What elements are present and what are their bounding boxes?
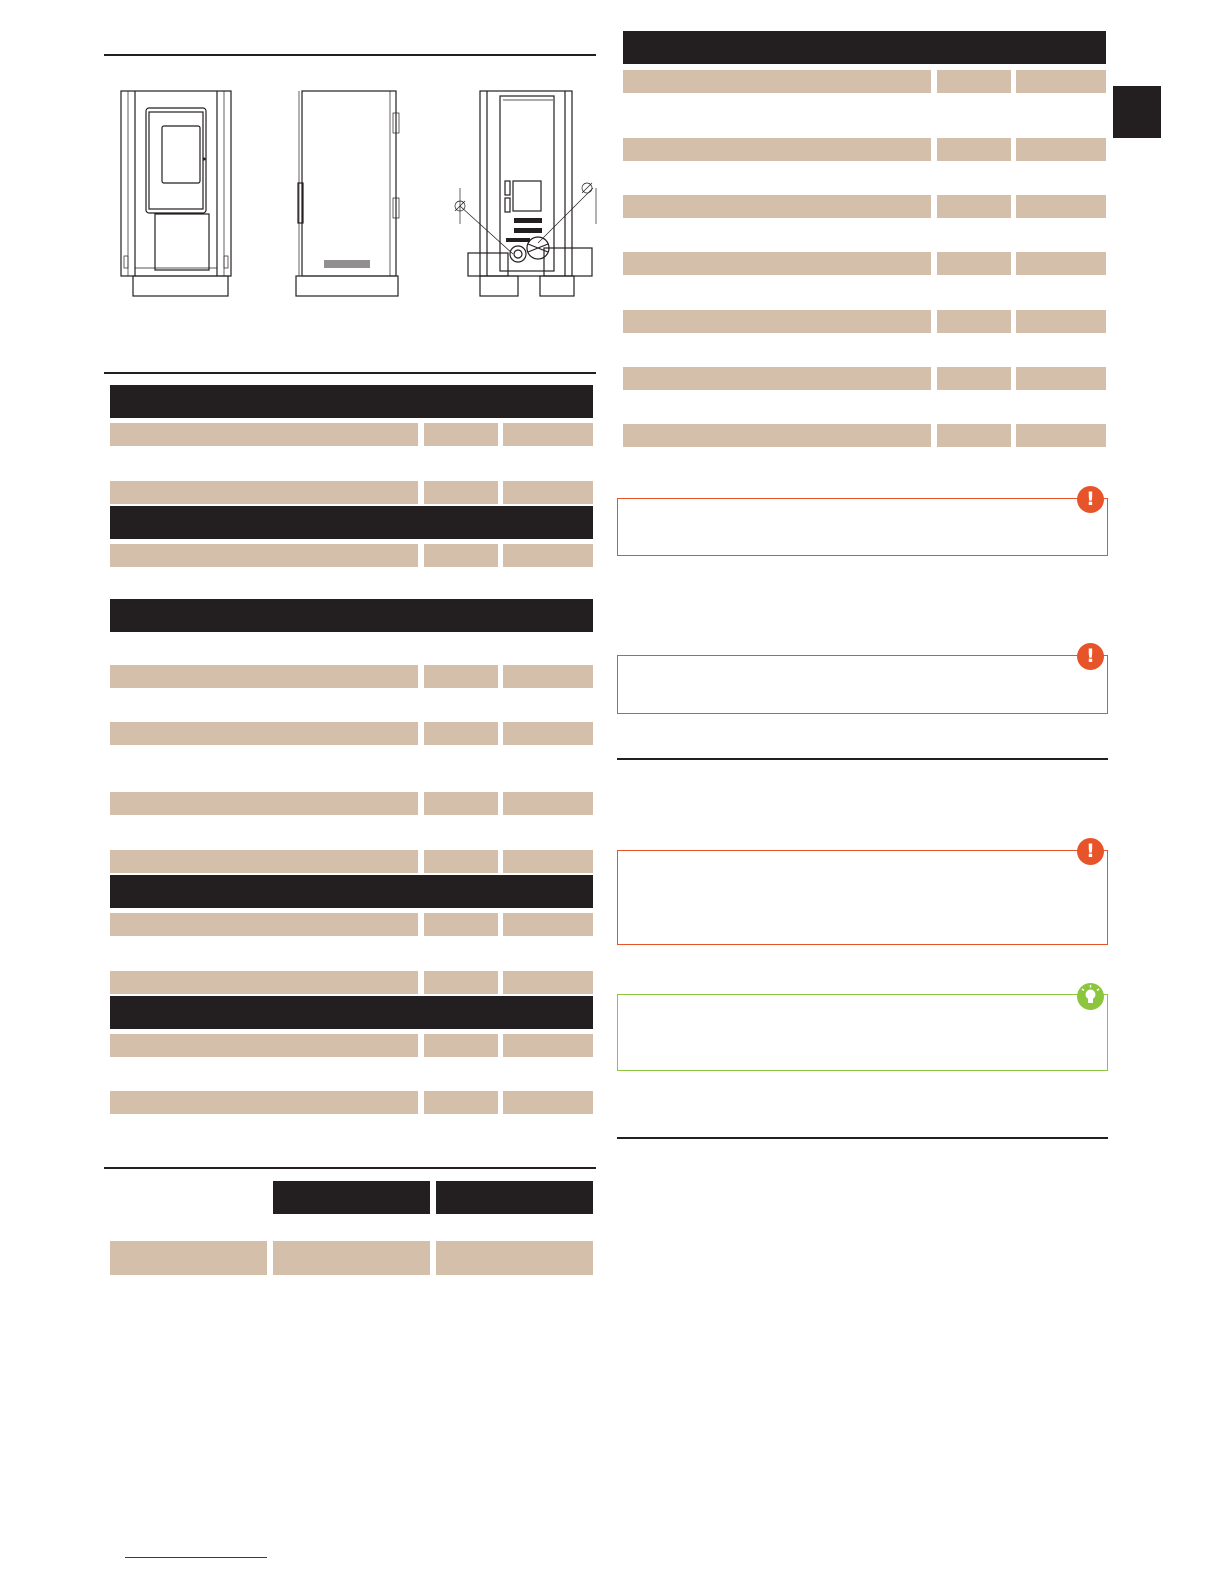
spec-row-value <box>1016 367 1106 390</box>
spec-row-value <box>1016 138 1106 161</box>
spec-row-value <box>503 544 593 567</box>
spec-row-value <box>1016 310 1106 333</box>
spec-row-value <box>503 850 593 873</box>
spec-row-unit <box>424 1034 498 1057</box>
spec-row-label <box>623 138 931 161</box>
spec-row-label <box>110 722 418 745</box>
spec-row-value <box>1016 424 1106 447</box>
spec-section-header-3 <box>110 599 593 632</box>
spec-row-unit <box>424 423 498 446</box>
spec-row-value <box>503 1034 593 1057</box>
spec-row-label <box>623 367 931 390</box>
tip-note <box>617 994 1108 1071</box>
spec-row-unit <box>937 138 1011 161</box>
exclamation-icon: ! <box>1077 643 1104 670</box>
spec-row-unit <box>937 195 1011 218</box>
spec-section-header-4 <box>110 875 593 908</box>
spec-row-unit <box>424 481 498 504</box>
section-rule-right <box>617 758 1108 760</box>
spec-row-unit <box>424 1091 498 1114</box>
spec-row-unit <box>424 792 498 815</box>
spec-row-unit <box>937 310 1011 333</box>
spec-row-value <box>503 423 593 446</box>
language-tab[interactable] <box>1113 86 1161 138</box>
spec-row-value <box>1016 195 1106 218</box>
spec-row-label <box>623 195 931 218</box>
bottom-table-cell <box>273 1241 430 1275</box>
spec-row-label <box>110 913 418 936</box>
spec-row-label <box>623 424 931 447</box>
spec-row-unit <box>937 70 1011 93</box>
spec-row-value <box>503 722 593 745</box>
right-section-header <box>623 31 1106 64</box>
spec-section-header-5 <box>110 996 593 1029</box>
warning-note <box>617 498 1108 556</box>
bottom-table-header-col-2 <box>436 1181 593 1214</box>
section-rule-bottom-table <box>104 1167 596 1169</box>
spec-row-label <box>110 481 418 504</box>
stove-side-view <box>290 88 405 300</box>
section-rule-drawings <box>104 54 596 56</box>
spec-row-value <box>503 1091 593 1114</box>
spec-row-value <box>503 481 593 504</box>
lightbulb-icon <box>1077 983 1104 1010</box>
exclamation-icon: ! <box>1077 838 1104 865</box>
spec-section-header-2 <box>110 506 593 539</box>
stove-front-view <box>118 88 238 300</box>
spec-row-unit <box>424 971 498 994</box>
spec-row-label <box>110 423 418 446</box>
spec-row-unit <box>937 424 1011 447</box>
spec-row-label <box>623 310 931 333</box>
spec-row-label <box>110 1091 418 1114</box>
spec-row-unit <box>424 913 498 936</box>
bottom-table-cell <box>110 1241 267 1275</box>
spec-row-label <box>110 544 418 567</box>
spec-row-label <box>110 850 418 873</box>
stove-back-view <box>448 88 608 300</box>
spec-row-value <box>503 971 593 994</box>
spec-row-unit <box>937 367 1011 390</box>
spec-row-value <box>503 665 593 688</box>
spec-row-value <box>503 913 593 936</box>
spec-row-unit <box>424 544 498 567</box>
spec-row-unit <box>937 252 1011 275</box>
warning-note <box>617 655 1108 714</box>
spec-section-header-1 <box>110 385 593 418</box>
spec-row-unit <box>424 665 498 688</box>
footer-link[interactable] <box>125 1557 267 1558</box>
warning-note <box>617 850 1108 945</box>
bottom-table-header-col-1 <box>273 1181 430 1214</box>
spec-row-label <box>110 792 418 815</box>
spec-row-label <box>110 1034 418 1057</box>
section-rule-specs <box>104 372 596 374</box>
spec-row-label <box>110 971 418 994</box>
section-rule-right-bottom <box>617 1137 1108 1139</box>
exclamation-icon: ! <box>1077 486 1104 513</box>
spec-row-value <box>1016 252 1106 275</box>
spec-row-unit <box>424 722 498 745</box>
spec-row-value <box>1016 70 1106 93</box>
spec-row-label <box>623 70 931 93</box>
spec-row-label <box>623 252 931 275</box>
spec-row-value <box>503 792 593 815</box>
spec-row-unit <box>424 850 498 873</box>
bottom-table-cell <box>436 1241 593 1275</box>
spec-row-label <box>110 665 418 688</box>
